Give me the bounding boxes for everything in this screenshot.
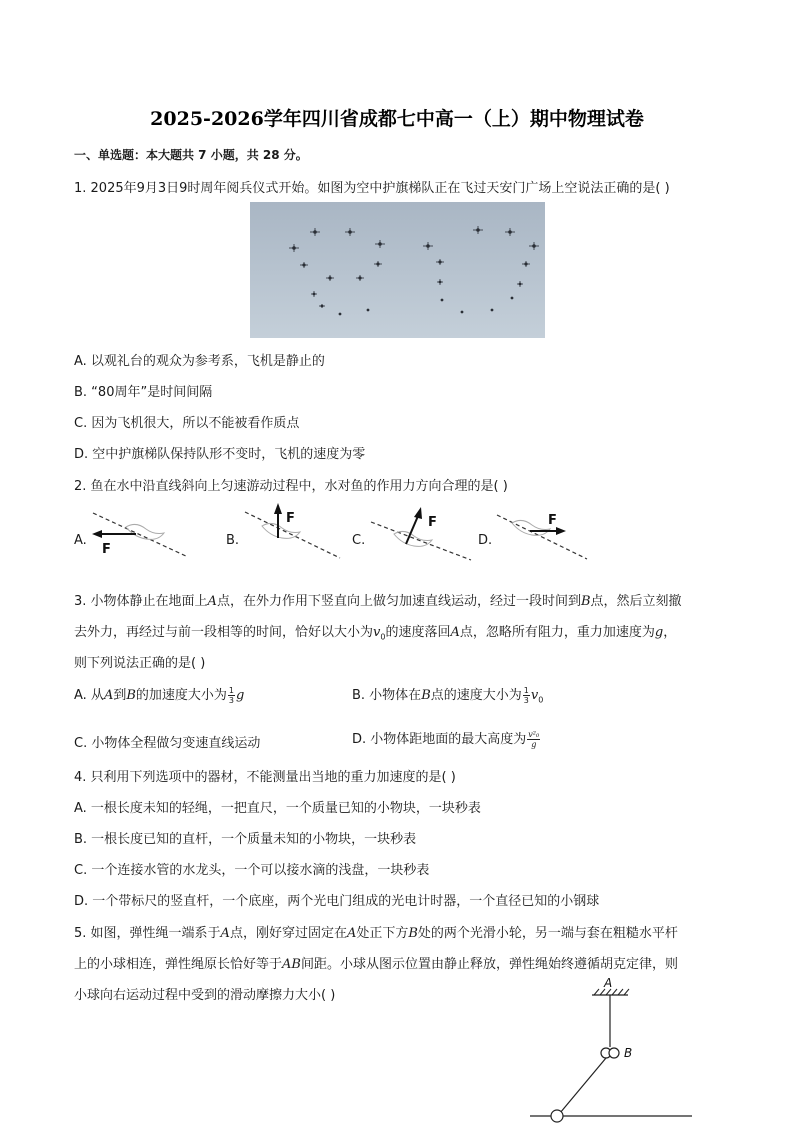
q4-option-a: A. 一根长度未知的轻绳，一把直尺，一个质量已知的小物块，一块秒表 [74,801,481,816]
q2-option-a-label: A. [74,533,87,548]
exam-title: 2025-2026学年四川省成都七中高一（上）期中物理试卷 [150,108,644,130]
q1-stem: 1. 2025年9月3日9时周年阅兵仪式开始。如图为空中护旗梯队正在飞过天安门广场上空说法正确的是( ) [74,181,670,196]
q2-diagram-a [88,505,193,565]
q2-b-force-label: F [286,511,295,526]
q2-stem: 2. 鱼在水中沿直线斜向上匀速游动过程中，水对鱼的作用力方向合理的是( ) [74,479,508,494]
section-heading: 一、单选题：本大题共 7 小题，共 28 分。 [74,148,308,162]
q4-stem: 4. 只利用下列选项中的器材，不能测量出当地的重力加速度的是( ) [74,770,456,785]
q3-line-2: 去外力，再经过与前一段相等的时间，恰好以大小为$v_0$的速度落回A点，忽略所有阻力，重力加速度为g， [74,625,677,642]
q5-line-1: 5. 如图，弹性绳一端系于A点，刚好穿过固定在A处正下方B处的两个光滑小轮，另一端与套在粗糙水平杆 [74,926,678,941]
q3-option-d: D. 小物体距地面的最大高度为 $\frac{\text{v²₀}}{g}$ [352,730,540,749]
q3-option-a: A. 从A到B的加速度大小为 $\frac{1}{3}$ g [74,686,245,705]
q2-diagram-d [492,505,592,565]
q5-line-2: 上的小球相连，弹性绳原长恰好等于AB间距。小球从图示位置由静止释放，弹性绳始终遵循胡克定律，则 [74,957,678,972]
q1-option-a: A. 以观礼台的观众为参考系，飞机是静止的 [74,354,325,369]
q2-option-b-label: B. [226,533,240,548]
q5-diagram [520,975,700,1123]
q3-line-1: 3. 小物体静止在地面上A点，在外力作用下竖直向上做匀加速直线运动，经过一段时间到B点，然后立刻撤 [74,594,682,609]
q2-option-d-label: D. [478,533,493,548]
q3-option-b: B. 小物体在B点的速度大小为 $\frac{1}{3}$ $v_0$ [352,686,544,705]
q1-photo-helicopters [250,202,545,338]
q4-option-b: B. 一根长度已知的直杆，一个质量未知的小物块，一块秒表 [74,832,417,847]
q2-diagram-c [366,502,476,565]
q4-option-c: C. 一个连接水管的水龙头，一个可以接水滴的浅盘，一块秒表 [74,863,430,878]
q5-label-a: A [604,976,613,990]
q1-option-b: B. “80周年”是时间间隔 [74,385,213,400]
q1-option-d: D. 空中护旗梯队保持队形不变时，飞机的速度为零 [74,447,366,462]
q3-option-c: C. 小物体全程做匀变速直线运动 [74,736,261,751]
q2-d-force-label: F [548,513,557,528]
q5-line-3: 小球向右运动过程中受到的滑动摩擦力大小( ) [74,988,336,1003]
q1-option-c: C. 因为飞机很大，所以不能被看作质点 [74,416,300,431]
q2-diagram-b [240,500,345,565]
q2-a-force-label: F [102,542,111,557]
q2-c-force-label: F [428,515,437,530]
q4-option-d: D. 一个带标尺的竖直杆，一个底座，两个光电门组成的光电计时器，一个直径已知的小钢球 [74,894,600,909]
q2-option-c-label: C. [352,533,366,548]
q3-line-3: 则下列说法正确的是( ) [74,656,206,671]
q5-label-b: B [624,1046,633,1060]
